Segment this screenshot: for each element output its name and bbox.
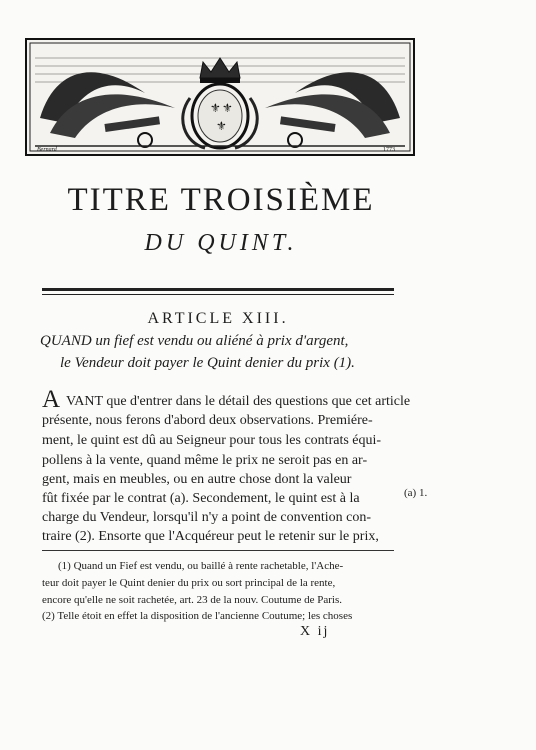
marginal-note: (a) 1. xyxy=(404,487,428,499)
title-line-1: TITRE TROISIÈME xyxy=(67,182,375,218)
footnote-line-2: teur doit payer le Quint denier du prix ou sort principal de la rente, xyxy=(42,577,336,589)
title-rule-thin xyxy=(42,294,394,295)
article-summary-line-1: QUAND un fief est vendu ou aliéné à prix d'argent, xyxy=(40,333,349,349)
body-line-4: pollens à la vente, quand même le prix ne seroit pas en ar- xyxy=(42,453,368,468)
body-line-5: gent, mais en meubles, ou en autre chose dont la valeur xyxy=(42,472,352,487)
dropcap: A xyxy=(42,386,61,413)
body-line-6: fût fixée par le contrat (a). Secondement, le quint est à la xyxy=(42,491,360,506)
engraver-signature: Bernard xyxy=(37,147,57,153)
footnote-line-1: (1) Quand un Fief est vendu, ou baillé à rente rachetable, l'Ache- xyxy=(58,560,344,572)
body-line-3: ment, le quint est dû au Seigneur pour tous les contrats équi- xyxy=(42,433,382,448)
engraving-year: 1773 xyxy=(383,147,395,153)
svg-text:⚜: ⚜ xyxy=(216,119,227,133)
body-line-7: charge du Vendeur, lorsqu'il n'y a point de convention con- xyxy=(42,510,371,525)
article-summary-line-2: le Vendeur doit payer le Quint denier du prix (1). xyxy=(60,355,355,371)
svg-text:⚜: ⚜ xyxy=(222,101,233,115)
signature-mark: X ij xyxy=(300,624,330,639)
footnote-rule xyxy=(42,550,394,551)
footnote-line-3: encore qu'elle ne soit rachetée, art. 23 de la nouv. Coutume de Paris. xyxy=(42,594,342,606)
article-heading: ARTICLE XIII. xyxy=(147,310,289,327)
svg-text:⚜: ⚜ xyxy=(210,101,221,115)
title-line-2: DU QUINT. xyxy=(144,230,298,256)
footnote-line-4: (2) Telle étoit en effet la disposition de l'ancienne Coutume; les choses xyxy=(42,610,353,622)
title-rule-thick xyxy=(42,288,394,291)
body-line-1: VANT que d'entrer dans le détail des questions que cet article xyxy=(66,394,411,409)
body-line-2: présente, nous ferons d'abord deux observations. Premiére- xyxy=(42,413,373,428)
engraved-headpiece xyxy=(25,38,415,156)
body-line-8: traire (2). Ensorte que l'Acquéreur peut le retenir sur le prix, xyxy=(42,529,379,544)
